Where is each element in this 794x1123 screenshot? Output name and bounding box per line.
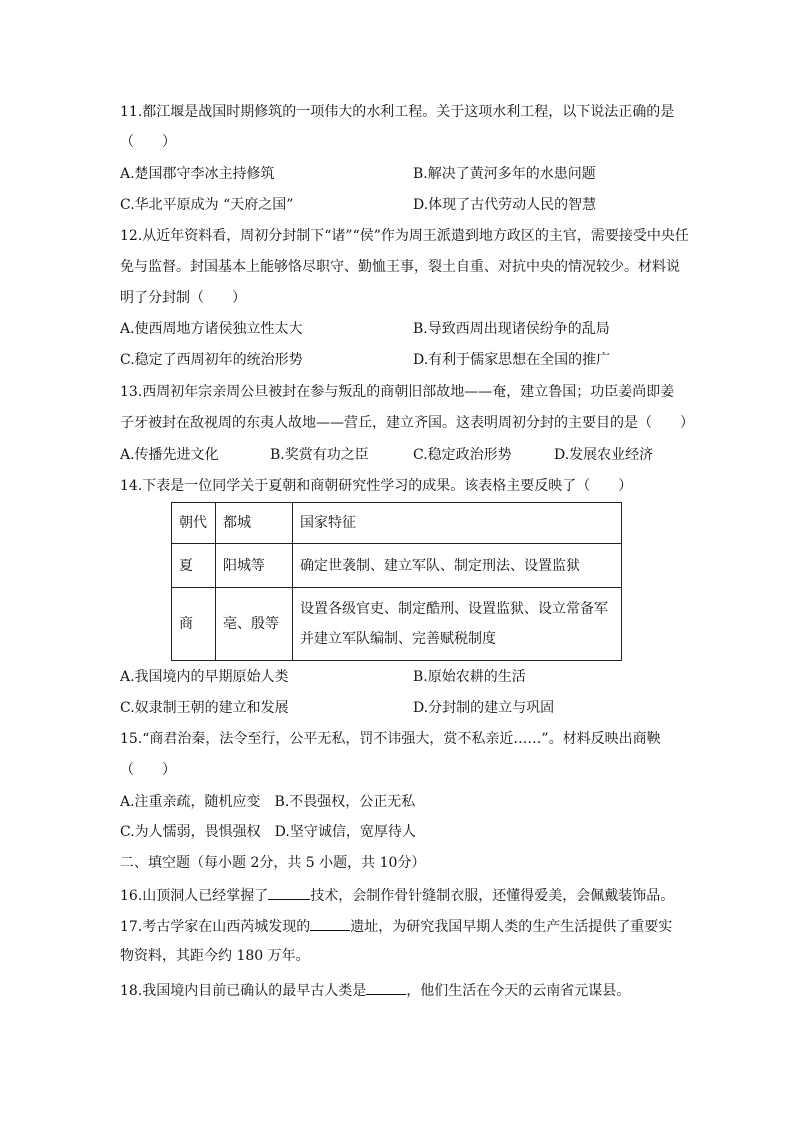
q16-text-after-blank: 技术，会制作骨针缝制衣服，还懂得爱美，会佩戴装饰品。 xyxy=(310,888,675,904)
q12-stem-line2: 免与监督。封国基本上能够恪尽职守、勤恤王事，裂土自重、对抗中央的情况较少。材料说 xyxy=(120,259,680,275)
table-cell: 阳城等 xyxy=(216,544,293,588)
table-header-cell: 朝代 xyxy=(172,503,216,544)
q17-text-after-blank: 遗址，为研究我国早期人类的生产生活提供了重要实 xyxy=(350,919,673,935)
q14-stem: 14.下表是一位同学关于夏朝和商朝研究性学习的成果。该表格主要反映了（ ） xyxy=(120,478,633,494)
q11-answer-paren: （ ） xyxy=(120,134,176,150)
table-cell: 亳、殷等 xyxy=(216,588,293,661)
q18-text-after-blank: ，他们生活在今天的云南省元谋县。 xyxy=(406,983,631,999)
q12-option-d: D.有利于儒家思想在全国的推广 xyxy=(413,352,611,368)
table-cell: 夏 xyxy=(172,544,216,588)
q11-stem: 11.都江堰是战国时期修筑的一项伟大的水利工程。关于这项水利工程，以下说法正确的是 xyxy=(120,104,675,120)
q11-option-d: D.体现了古代劳动人民的智慧 xyxy=(413,197,597,213)
q15-options-cd: C.为人懦弱，畏惧强权 D.坚守诚信，宽厚待人 xyxy=(120,824,416,840)
table-header-cell: 都城 xyxy=(216,503,293,544)
q12-option-c: C.稳定了西周初年的统治形势 xyxy=(120,352,303,368)
table-row xyxy=(172,544,622,588)
q18-text-before-blank: 18.我国境内目前已确认的最早古人类是 xyxy=(120,983,367,999)
q13-option-a: A.传播先进文化 xyxy=(120,447,219,463)
section-heading-fill-in: 二、填空题（每小题 2分，共 5 小题，共 10分） xyxy=(120,855,426,871)
table-cell-line: 设置各级官吏、制定酷刑、设置监狱、设立常备军 xyxy=(300,601,608,617)
q12-stem-line3: 明了分封制（ ） xyxy=(120,290,246,306)
q14-option-c: C.奴隶制王朝的建立和发展 xyxy=(120,700,289,716)
q17-text-before-blank: 17.考古学家在山西芮城发现的 xyxy=(120,919,311,935)
q14-option-b: B.原始农耕的生活 xyxy=(413,669,526,685)
q11-option-b: B.解决了黄河多年的水患问题 xyxy=(413,166,596,182)
table-row xyxy=(172,588,622,661)
q12-option-b: B.导致西周出现诸侯纷争的乱局 xyxy=(413,321,610,337)
q15-options-ab: A.注重亲疏，随机应变 B.不畏强权，公正无私 xyxy=(120,794,416,810)
table-header-row xyxy=(172,503,622,544)
q13-option-d: D.发展农业经济 xyxy=(554,447,654,463)
q13-option-c: C.稳定政治形势 xyxy=(413,447,512,463)
q13-stem-line1: 13.西周初年宗亲周公旦被封在参与叛乱的商朝旧部故地——奄，建立鲁国；功臣姜尚即姜 xyxy=(120,384,675,400)
q11-option-c: C.华北平原成为 “天府之国” xyxy=(120,197,294,213)
q16-answer-blank[interactable] xyxy=(268,885,310,900)
q11-option-a: A.楚国郡守李冰主持修筑 xyxy=(120,166,275,182)
q17-answer-blank[interactable] xyxy=(310,916,350,931)
dynasty-table xyxy=(171,502,622,661)
q13-stem-line2: 子牙被封在敌视周的东夷人故地——营丘，建立齐国。这表明周初分封的主要目的是（ ） xyxy=(120,415,694,431)
q16-text-before-blank: 16.山顶洞人已经掌握了 xyxy=(120,888,269,904)
q17-stem-line1 xyxy=(120,916,672,937)
q15-stem: 15.“商君治秦，法令至行，公平无私，罚不讳强大，赏不私亲近……”。材料反映出商鞅 xyxy=(120,731,661,747)
table-header-cell: 国家特征 xyxy=(293,503,622,544)
q18-answer-blank[interactable] xyxy=(366,980,406,995)
q15-answer-paren: （ ） xyxy=(120,762,176,778)
q18-stem xyxy=(120,980,630,1001)
q14-option-a: A.我国境内的早期原始人类 xyxy=(120,669,289,685)
table-cell: 商 xyxy=(172,588,216,661)
table-cell-multiline xyxy=(293,588,622,661)
table-cell-line: 并建立军队编制、完善赋税制度 xyxy=(300,631,496,647)
q16-stem xyxy=(120,885,674,906)
q13-option-b: B.奖赏有功之臣 xyxy=(270,447,369,463)
q12-stem-line1: 12.从近年资料看，周初分封制下“诸”“侯”作为周王派遣到地方政区的主官，需要接受中央任 xyxy=(120,228,689,244)
q14-option-d: D.分封制的建立与巩固 xyxy=(413,700,555,716)
table-cell: 确定世袭制、建立军队、制定刑法、设置监狱 xyxy=(293,544,622,588)
q12-option-a: A.使西周地方诸侯独立性太大 xyxy=(120,321,303,337)
q17-stem-line2: 物资料，其距今约 180 万年。 xyxy=(120,948,310,964)
